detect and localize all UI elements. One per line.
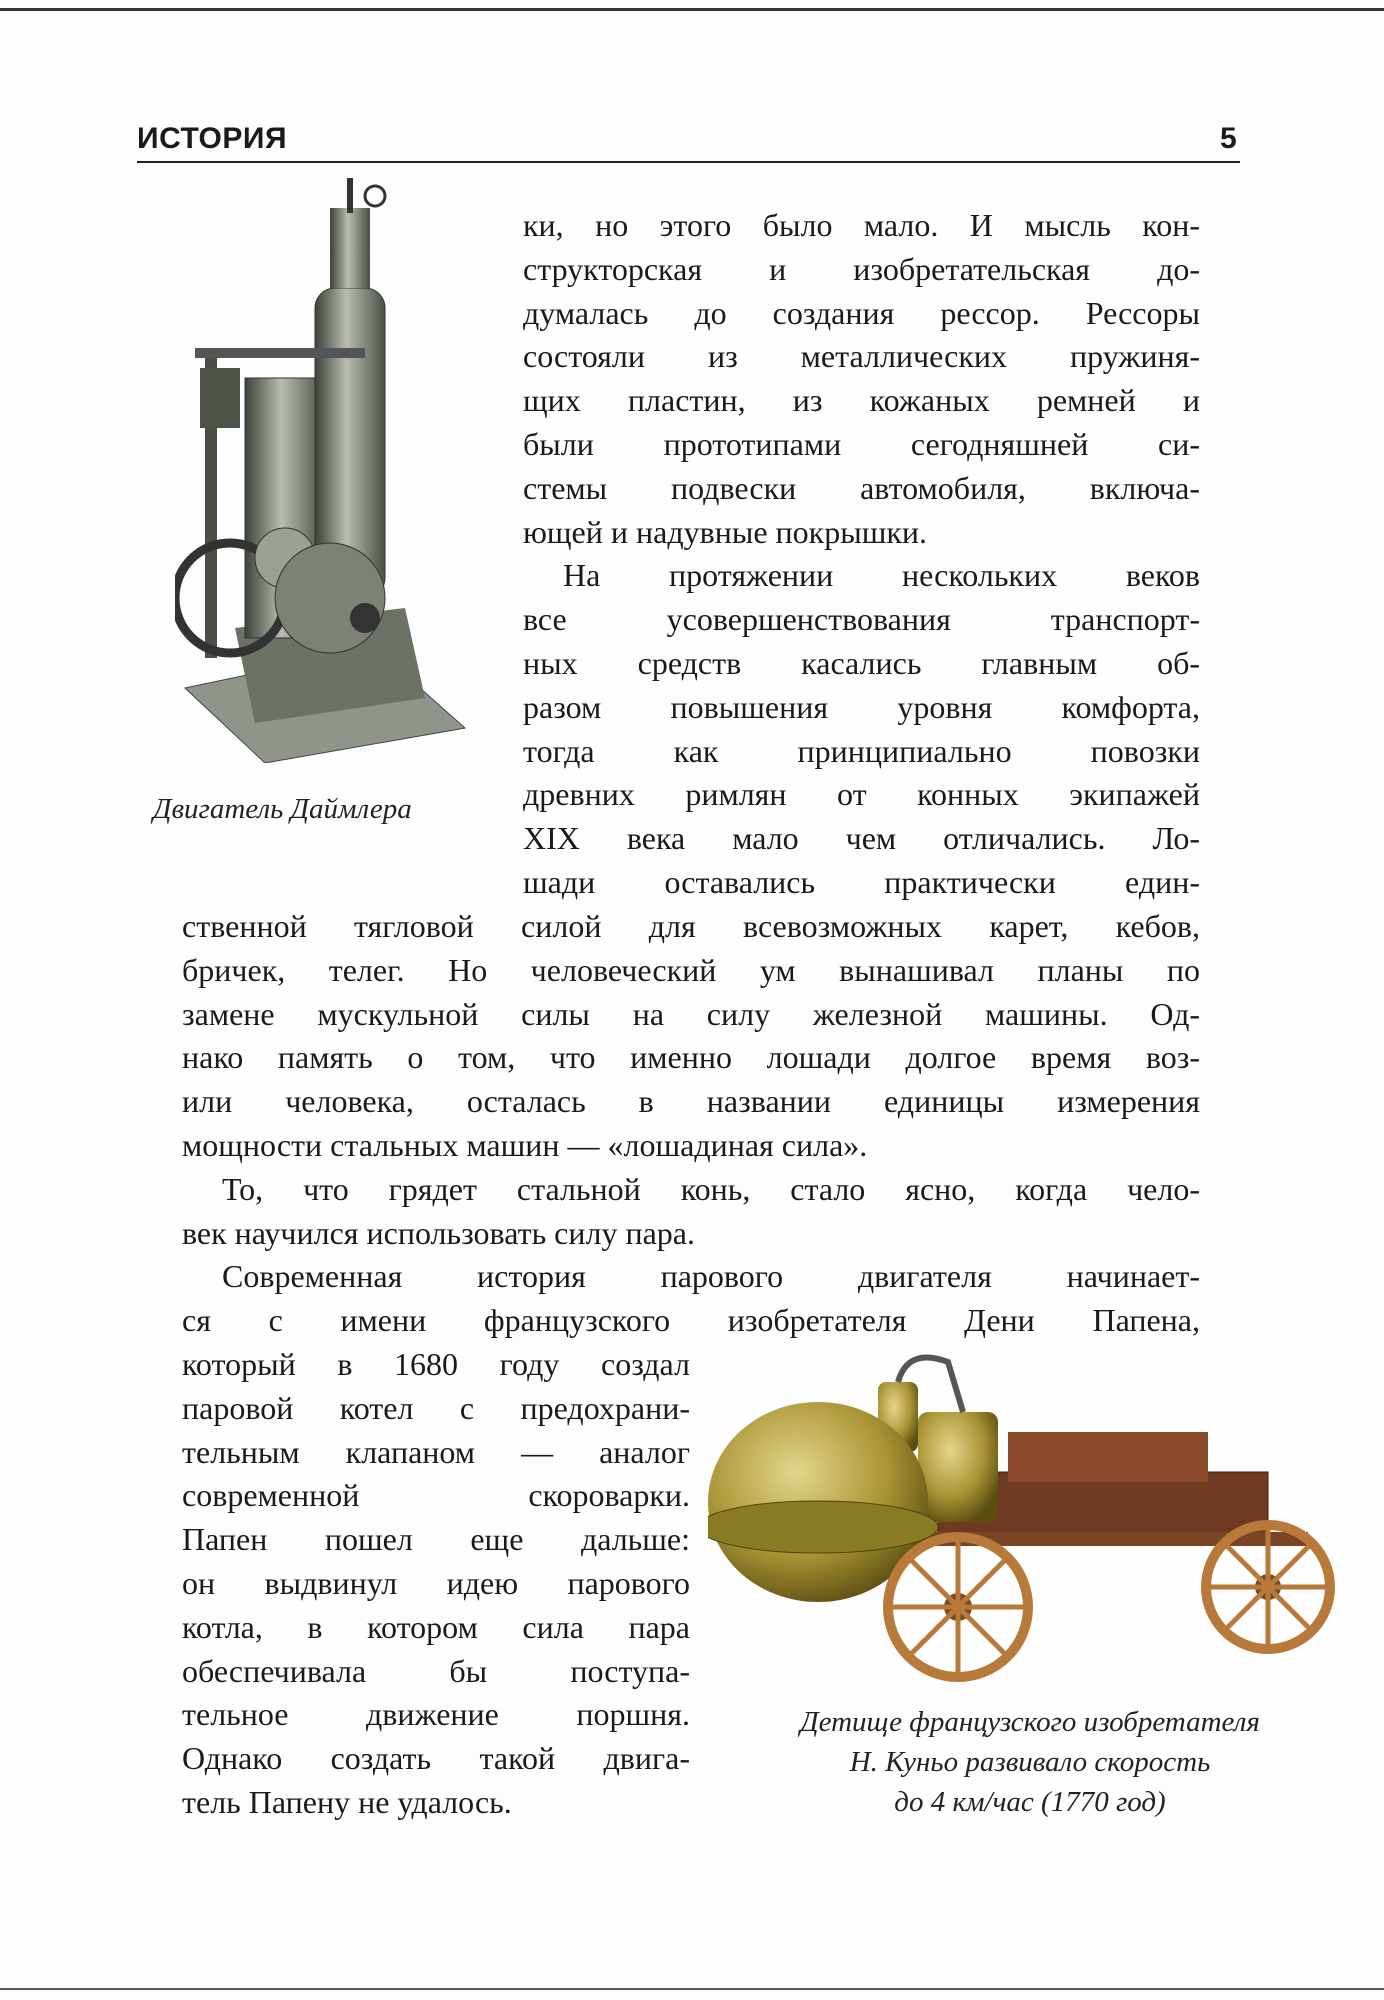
text-line: нако память о том, что именно лошади долгое время воз- [182, 1039, 1200, 1076]
text-line: Папен пошел еще дальше: [182, 1521, 690, 1558]
text-line: состояли из металлических пружиня- [523, 338, 1200, 375]
engine-caption: Двигатель Даймлера [153, 793, 412, 825]
text-line: ных средств касались главным об- [523, 644, 1200, 681]
text-line: ки, но этого было мало. И мысль кон- [523, 207, 1200, 243]
text-line: который в 1680 году создал [182, 1346, 690, 1382]
text-line: мощности стальных машин — «лошадиная сила». [182, 1126, 868, 1163]
text-line: древних римлян от конных экипажей [523, 776, 1200, 813]
text-left-column [182, 1343, 690, 1825]
text-right-column [523, 204, 1200, 905]
text-line: паровой котел с предохрани- [182, 1389, 690, 1426]
page-number: 5 [1220, 122, 1237, 155]
text-line: думалась до создания рессор. Рессоры [523, 294, 1200, 331]
text-line: тельным клапаном — аналог [182, 1433, 690, 1470]
text-line: ся с имени французского изобретателя Дени Папена, [182, 1302, 1200, 1339]
text-line: тогда как принципиально повозки [523, 732, 1200, 769]
text-line: структорская и изобретательская до- [523, 250, 1200, 287]
wagon-caption-line: Н. Куньо развивало скорость [849, 1746, 1211, 1778]
text-line: шади оставались практически един- [523, 863, 1200, 900]
text-line: разом повышения уровня комфорта, [523, 688, 1200, 725]
text-line: Современная история парового двигателя начинает- [222, 1258, 1200, 1295]
text-line: замене мускульной силы на силу железной машины. Од- [182, 995, 1200, 1032]
page-bottom-edge [0, 1988, 1384, 1990]
wagon-caption-line: Детище французского изобретателя [800, 1706, 1260, 1738]
text-line: он выдвинул идею парового [182, 1564, 690, 1601]
text-line: На протяжении нескольких веков [563, 557, 1200, 594]
header-divider [137, 161, 1240, 163]
text-line: или человека, осталась в названии единицы измерения [182, 1083, 1200, 1120]
cugnot-steam-wagon-image [708, 1352, 1338, 1692]
text-line: все усовершенствования транспорт- [523, 601, 1200, 638]
text-line: щих пластин, из кожаных ремней и [523, 382, 1200, 419]
text-line: бричек, телег. Но человеческий ум вынашивал планы по [182, 951, 1200, 988]
text-line: век научился использовать силу пара. [182, 1214, 695, 1251]
text-full-width [182, 905, 1200, 1343]
page-top-edge [0, 8, 1384, 11]
text-line: То, что грядет стальной конь, стало ясно, когда чело- [222, 1170, 1200, 1207]
text-line: были прототипами сегодняшней си- [523, 425, 1200, 462]
text-line: обеспечивала бы поступа- [182, 1652, 690, 1689]
wagon-caption-line: до 4 км/час (1770 год) [894, 1786, 1166, 1818]
daimler-engine-image [175, 178, 470, 763]
text-line: стемы подвески автомобиля, включа- [523, 469, 1200, 506]
text-line: XIX века мало чем отличались. Ло- [523, 820, 1200, 857]
text-line: тель Папену не удалось. [182, 1783, 512, 1820]
wagon-caption [730, 1702, 1330, 1822]
text-line: ственной тягловой силой для всевозможных карет, кебов, [182, 908, 1200, 944]
text-line: ющей и надувные покрышки. [523, 513, 928, 550]
text-line: современной скороварки. [182, 1477, 690, 1514]
section-title: ИСТОРИЯ [137, 122, 288, 155]
text-line: Однако создать такой двига- [182, 1740, 690, 1777]
text-line: тельное движение поршня. [182, 1696, 690, 1733]
text-line: котла, в котором сила пара [182, 1608, 690, 1645]
